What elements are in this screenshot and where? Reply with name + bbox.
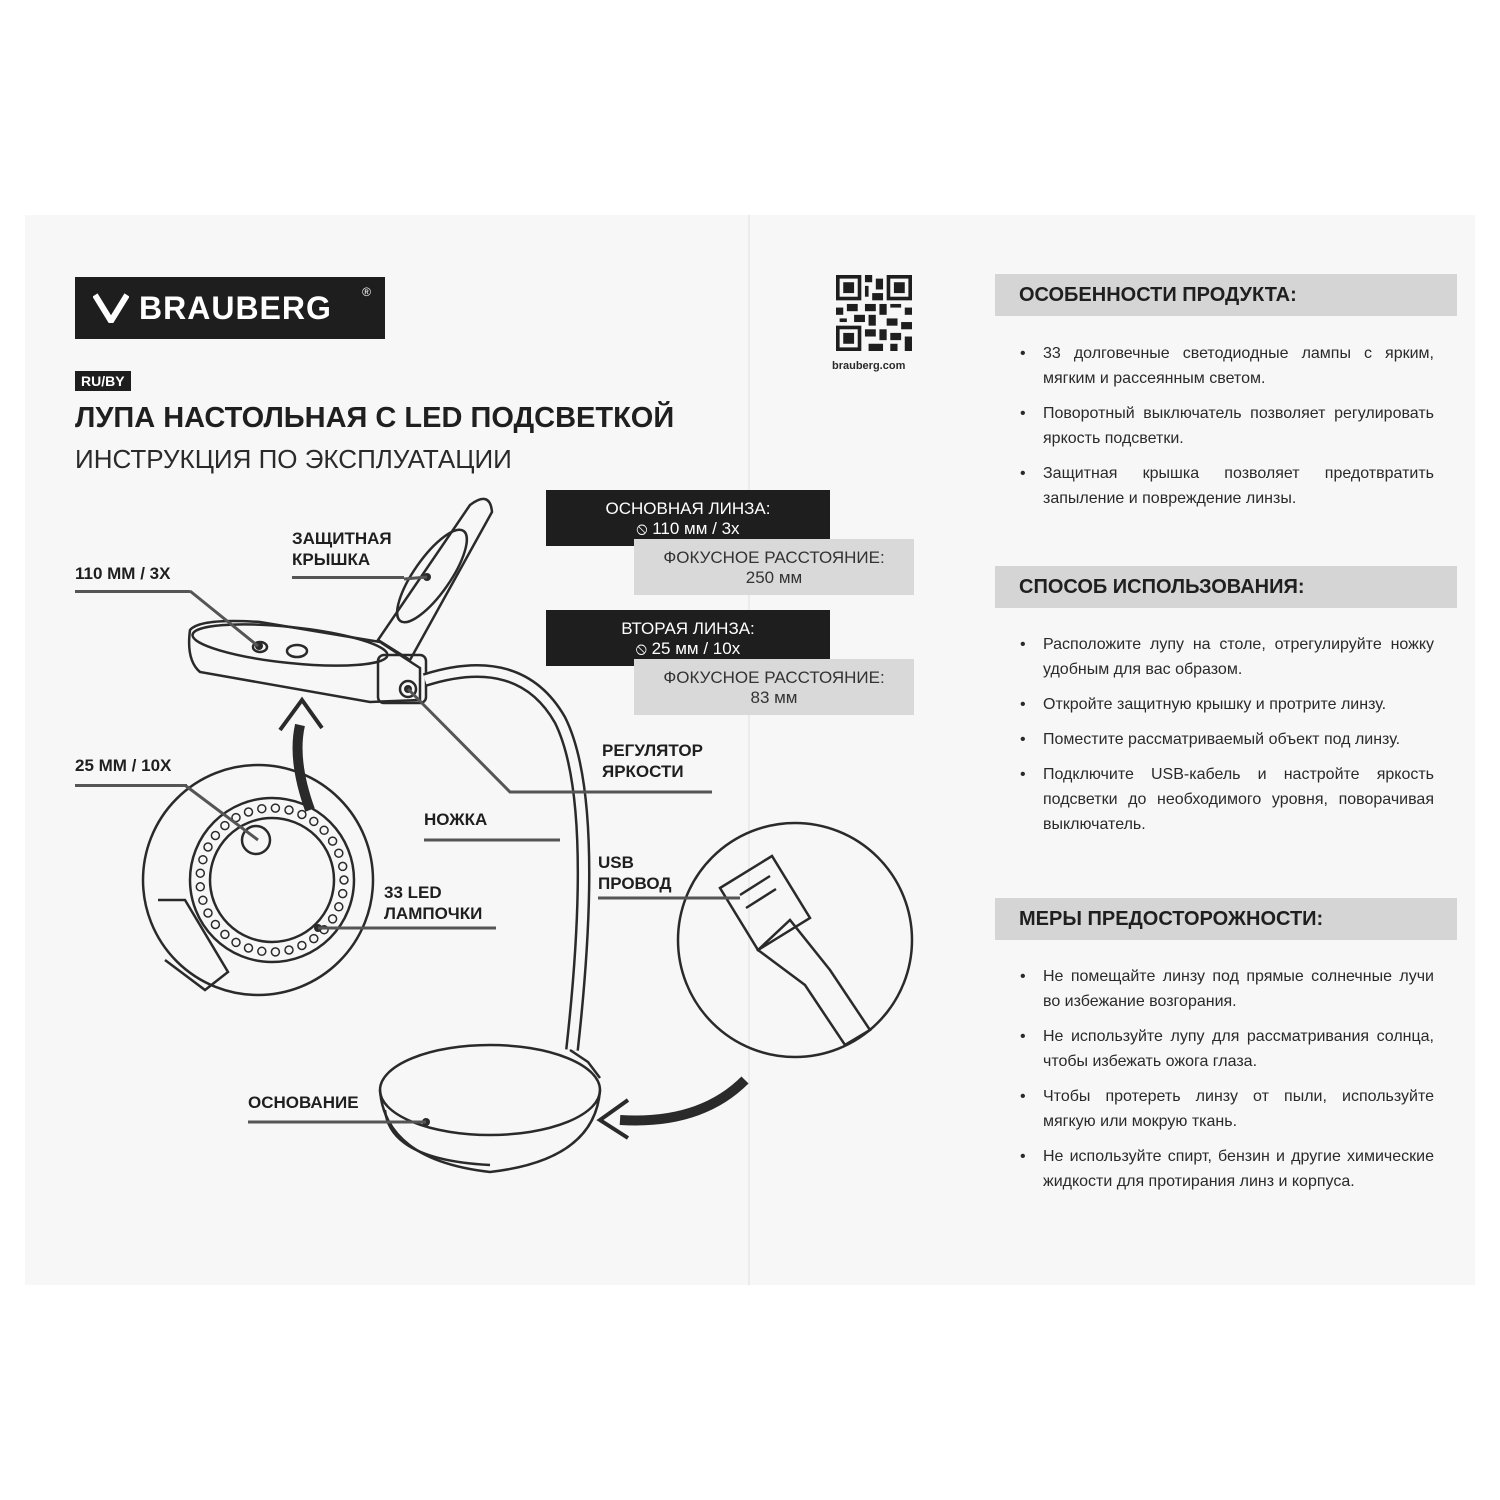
main-lens-label: ОСНОВНАЯ ЛИНЗА: [605,499,771,518]
leader-line [292,576,404,579]
registered-mark: ® [362,285,371,299]
list-item: • Не используйте спирт, бензин и другие химические жидкости для протирания линз и корпуса. [1020,1144,1434,1194]
page-subtitle: ИНСТРУКЦИЯ ПО ЭКСПЛУАТАЦИИ [75,444,512,474]
brand-name: BRAUBERG [139,289,332,326]
list-item: • Расположите лупу на столе, отрегулируйте ножку удобным для вас образом. [1020,632,1434,682]
features-list [1020,341,1434,521]
precautions-list [1020,964,1434,1204]
callout-dimmer: РЕГУЛЯТОР ЯРКОСТИ [602,741,703,781]
page-title: ЛУПА НАСТОЛЬНАЯ С LED ПОДСВЕТКОЙ [75,402,675,434]
section-heading-usage: СПОСОБ ИСПОЛЬЗОВАНИЯ: [995,566,1457,608]
usage-list [1020,632,1434,847]
list-item: • 33 долговечные светодиодные лампы с ярким, мягким и рассеянным светом. [1020,341,1434,391]
list-item: • Не помещайте линзу под прямые солнечные лучи во избежание возгорания. [1020,964,1434,1014]
callout-base: ОСНОВАНИЕ [248,1093,359,1112]
callout-lens-25: 25 ММ / 10Х [75,756,172,775]
second-focal-label: ФОКУСНОЕ РАССТОЯНИЕ: [663,668,885,687]
callout-leg: НОЖКА [424,810,488,829]
list-item: • Откройте защитную крышку и протрите линзу. [1020,692,1434,717]
list-item: • Чтобы протереть линзу от пыли, используйте мягкую или мокрую ткань. [1020,1084,1434,1134]
callout-cover: ЗАЩИТНАЯ КРЫШКА [292,529,392,569]
section-heading-precautions: МЕРЫ ПРЕДОСТОРОЖНОСТИ: [995,898,1457,940]
section-heading-features: ОСОБЕННОСТИ ПРОДУКТА: [995,274,1457,316]
website-url: brauberg.com [832,360,906,372]
callout-usb: USB ПРОВОД [598,853,672,893]
second-focal-value: 83 мм [750,688,798,707]
list-item: • Защитная крышка позволяет предотвратить запыление и повреждение линзы. [1020,461,1434,511]
second-lens-value: ⦸ 25 мм / 10х [635,639,741,658]
callout-leds: 33 LED ЛАМПОЧКИ [384,883,483,923]
main-focal-label: ФОКУСНОЕ РАССТОЯНИЕ: [663,548,885,567]
language-badge: RU/BY [75,371,131,391]
leader-line [75,784,187,787]
callout-lens-110: 110 ММ / 3Х [75,564,171,583]
list-item: • Не используйте лупу для рассматривания солнца, чтобы избежать ожога глаза. [1020,1024,1434,1074]
list-item: • Подключите USB-кабель и настройте яркость подсветки до необходимого уровня, поворачивая выключатель. [1020,762,1434,837]
second-lens-label: ВТОРАЯ ЛИНЗА: [621,619,755,638]
main-focal-value: 250 мм [745,568,803,587]
list-item: • Поместите рассматриваемый объект под линзу. [1020,727,1434,752]
main-lens-value: ⦸ 110 мм / 3х [636,519,740,538]
list-item: • Поворотный выключатель позволяет регулировать яркость подсветки. [1020,401,1434,451]
